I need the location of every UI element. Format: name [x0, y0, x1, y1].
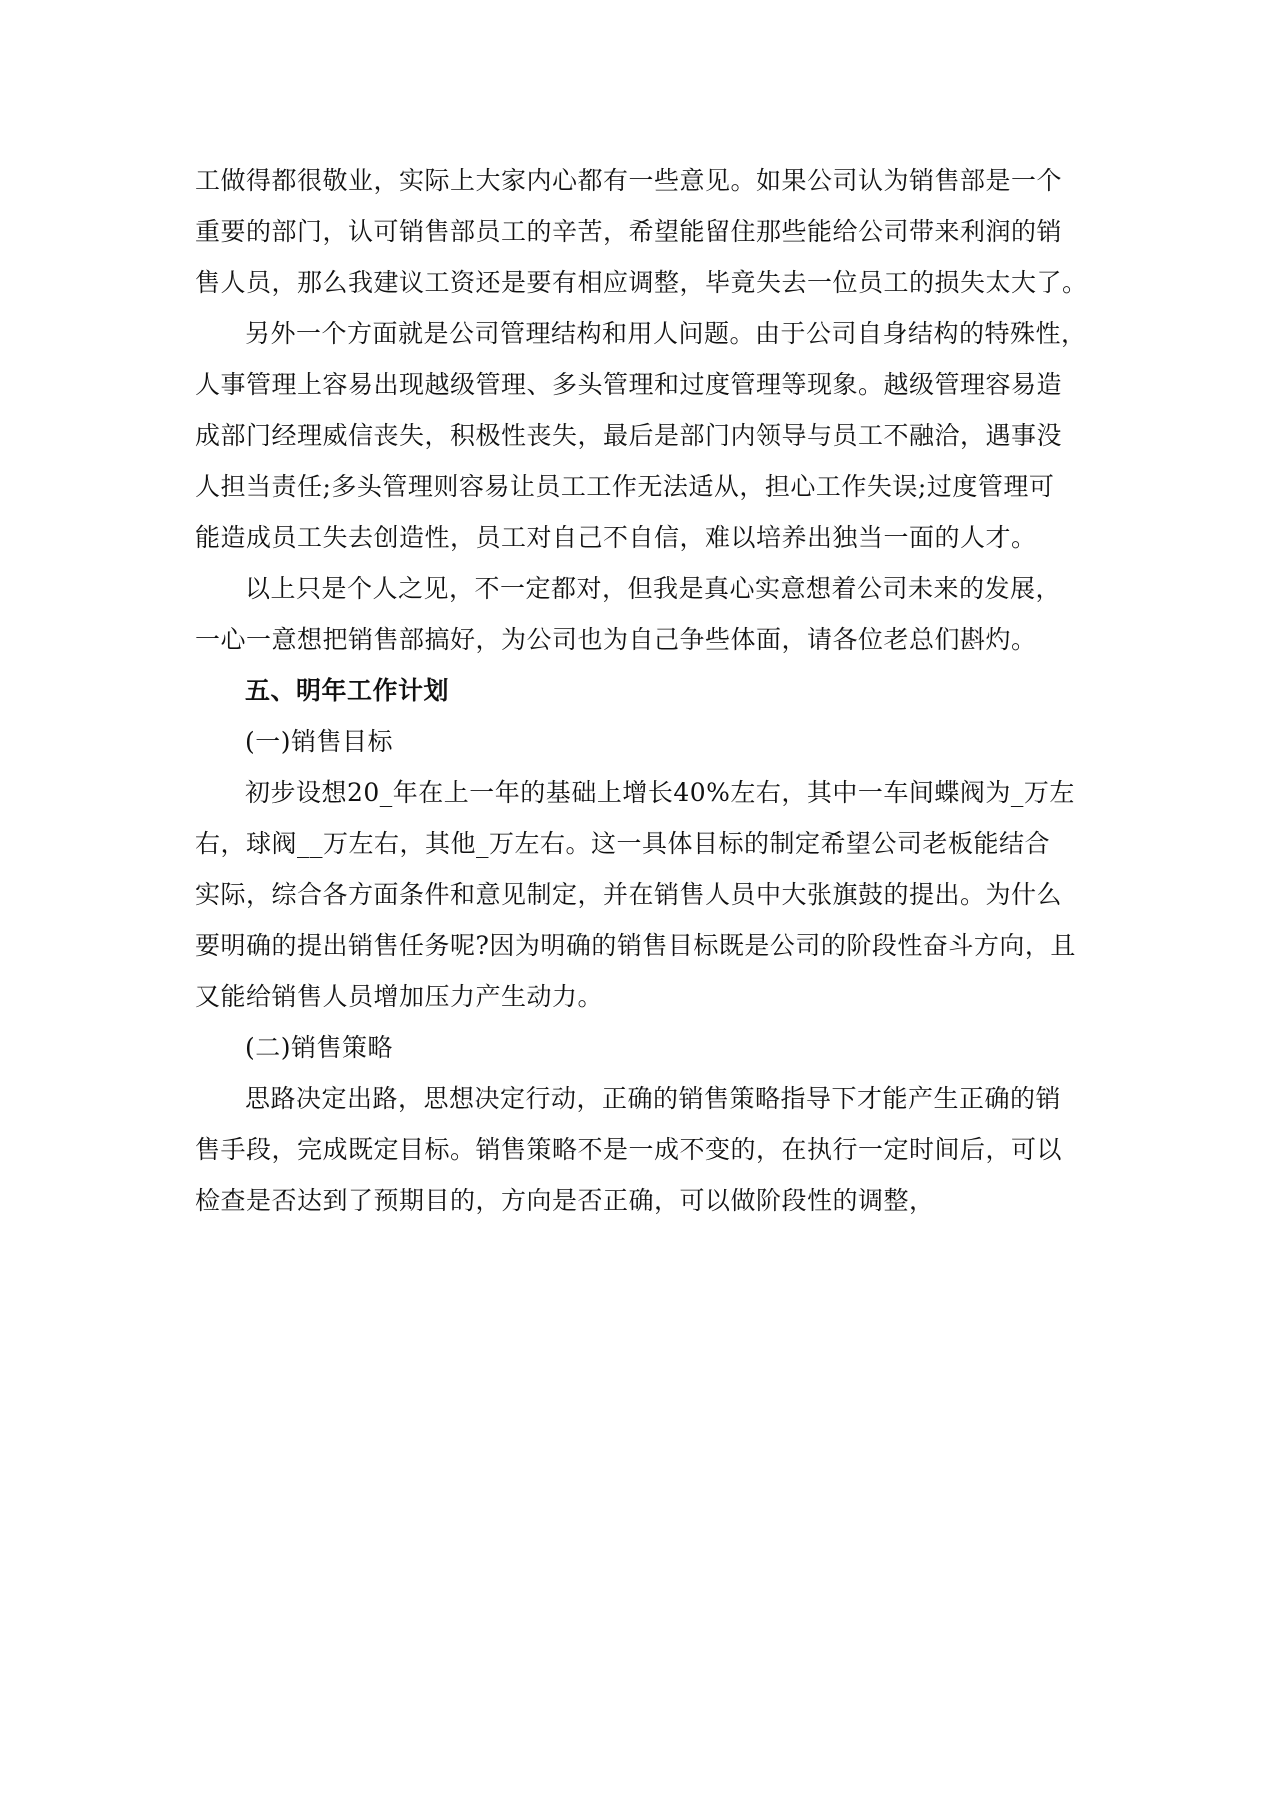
- text-line: 人担当责任;多头管理则容易让员工工作无法适从，担心工作失误;过度管理可: [195, 472, 1055, 501]
- text-line: 工做得都很敬业，实际上大家内心都有一些意见。如果公司认为销售部是一个: [195, 166, 1063, 195]
- text-line: 实际，综合各方面条件和意见制定，并在销售人员中大张旗鼓的提出。为什么: [195, 880, 1063, 909]
- paragraph-first-line: 思路决定出路，思想决定行动，正确的销售策略指导下才能产生正确的销: [245, 1084, 1062, 1113]
- text-line: 要明确的提出销售任务呢?因为明确的销售目标既是公司的阶段性奋斗方向，且: [195, 931, 1076, 960]
- text-line: 售人员，那么我建议工资还是要有相应调整，毕竟失去一位员工的损失太大了。: [195, 268, 1088, 297]
- paragraph-first-line: 另外一个方面就是公司管理结构和用人问题。由于公司自身结构的特殊性，: [245, 319, 1087, 348]
- paragraph-first-line: 初步设想20_年在上一年的基础上增长40%左右，其中一车间蝶阀为_万左: [245, 778, 1075, 807]
- text-line: 重要的部门，认可销售部员工的辛苦，希望能留住那些能给公司带来利润的销: [195, 217, 1063, 246]
- text-line: 人事管理上容易出现越级管理、多头管理和过度管理等现象。越级管理容易造: [195, 370, 1063, 399]
- section-heading: 五、明年工作计划: [245, 676, 450, 705]
- text-line: 一心一意想把销售部搞好，为公司也为自己争些体面，请各位老总们斟灼。: [195, 625, 1037, 654]
- text-line: 能造成员工失去创造性，员工对自己不自信，难以培养出独当一面的人才。: [195, 523, 1037, 552]
- document-page: [195, 155, 1095, 1226]
- subsection-heading: (一)销售目标: [245, 727, 394, 756]
- text-line: 又能给销售人员增加压力产生动力。: [195, 982, 604, 1011]
- text-line: 成部门经理威信丧失，积极性丧失，最后是部门内领导与员工不融洽，遇事没: [195, 421, 1063, 450]
- text-line: 右，球阀__万左右，其他_万左右。这一具体目标的制定希望公司老板能结合: [195, 829, 1051, 858]
- subsection-heading: (二)销售策略: [245, 1033, 394, 1062]
- text-line: 检查是否达到了预期目的，方向是否正确，可以做阶段性的调整，: [195, 1186, 935, 1215]
- text-line: 售手段，完成既定目标。销售策略不是一成不变的，在执行一定时间后，可以: [195, 1135, 1063, 1164]
- paragraph-first-line: 以上只是个人之见，不一定都对，但我是真心实意想着公司未来的发展，: [245, 574, 1062, 603]
